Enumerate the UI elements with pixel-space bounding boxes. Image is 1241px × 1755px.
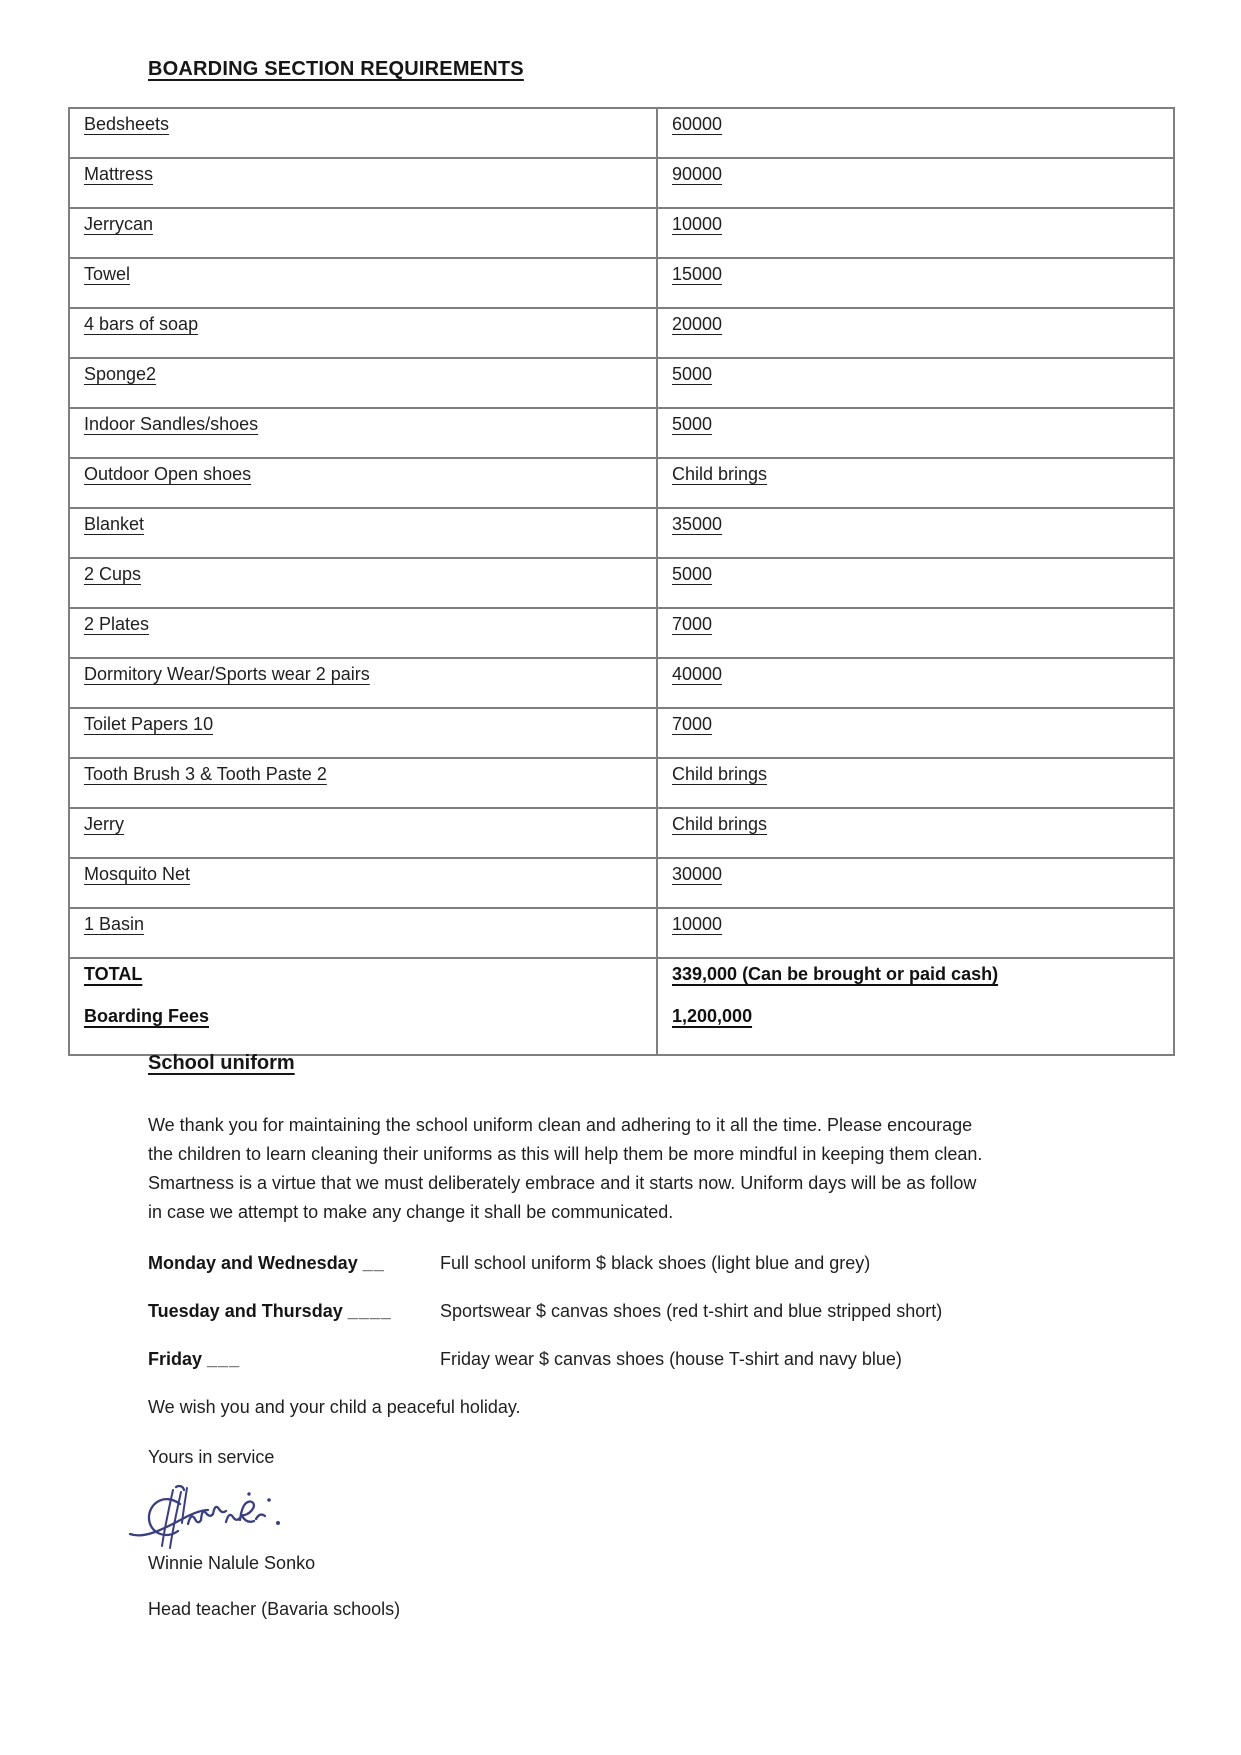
total-label: TOTAL bbox=[84, 964, 143, 984]
day-label: Tuesday and Thursday ____ bbox=[148, 1301, 392, 1321]
blank-underscores: __ bbox=[362, 1253, 385, 1273]
day-label: Friday ___ bbox=[148, 1349, 241, 1369]
item-cell: 4 bars of soap bbox=[69, 308, 657, 358]
uniform-heading: School uniform bbox=[148, 1052, 295, 1074]
table-row bbox=[69, 658, 1174, 708]
value-cell: Child brings bbox=[657, 758, 1174, 808]
day-description: Full school uniform $ black shoes (light blue and grey) bbox=[440, 1253, 871, 1273]
table-row bbox=[69, 358, 1174, 408]
signature-image bbox=[128, 1484, 293, 1550]
value-cell: Child brings bbox=[657, 808, 1174, 858]
table-row bbox=[69, 908, 1174, 958]
blank-underscores: ___ bbox=[207, 1349, 241, 1369]
boarding-fees-value: 1,200,000 bbox=[672, 1006, 753, 1026]
item-cell: Bedsheets bbox=[69, 108, 657, 158]
item-cell: Tooth Brush 3 & Tooth Paste 2 bbox=[69, 758, 657, 808]
table-row bbox=[69, 458, 1174, 508]
table-row bbox=[69, 408, 1174, 458]
value-cell: 7000 bbox=[657, 708, 1174, 758]
table-row bbox=[69, 758, 1174, 808]
table-row bbox=[69, 258, 1174, 308]
uniform-paragraph: We thank you for maintaining the school uniform clean and adhering to it all the time. Please encourage the children to learn cleaning their uniforms as this will help them be more mindful in keeping them clean. Smartness is a virtue that we must deliberately embrace and it starts now. Uniform days will be as follow in case we attempt to make any change it shall be communicated. bbox=[148, 1115, 983, 1222]
value-cell: 7000 bbox=[657, 608, 1174, 658]
item-cell: Toilet Papers 10 bbox=[69, 708, 657, 758]
table-row bbox=[69, 158, 1174, 208]
item-cell: 1 Basin bbox=[69, 908, 657, 958]
item-cell: Jerrycan bbox=[69, 208, 657, 258]
value-cell: Child brings bbox=[657, 458, 1174, 508]
uniform-day-monday bbox=[148, 1252, 993, 1274]
item-cell: 2 Plates bbox=[69, 608, 657, 658]
total-label-cell bbox=[69, 958, 657, 1055]
table-row bbox=[69, 558, 1174, 608]
table-row bbox=[69, 608, 1174, 658]
table-row bbox=[69, 808, 1174, 858]
value-cell: 90000 bbox=[657, 158, 1174, 208]
boarding-fees-label: Boarding Fees bbox=[84, 1006, 210, 1026]
table-row bbox=[69, 508, 1174, 558]
item-cell: Dormitory Wear/Sports wear 2 pairs bbox=[69, 658, 657, 708]
uniform-day-friday bbox=[148, 1348, 993, 1370]
item-cell: Jerry bbox=[69, 808, 657, 858]
total-value: 339,000 (Can be brought or paid cash) bbox=[672, 964, 999, 984]
item-cell: Blanket bbox=[69, 508, 657, 558]
table-row bbox=[69, 108, 1174, 158]
item-cell: Outdoor Open shoes bbox=[69, 458, 657, 508]
value-cell: 5000 bbox=[657, 358, 1174, 408]
signoff-line: Yours in service bbox=[148, 1447, 275, 1467]
signature-title: Head teacher (Bavaria schools) bbox=[148, 1599, 401, 1619]
value-cell: 20000 bbox=[657, 308, 1174, 358]
uniform-day-tuesday bbox=[148, 1300, 993, 1322]
item-cell: Mosquito Net bbox=[69, 858, 657, 908]
handwritten-signature-icon bbox=[128, 1484, 293, 1550]
item-cell: Mattress bbox=[69, 158, 657, 208]
signature-name: Winnie Nalule Sonko bbox=[148, 1553, 316, 1573]
value-cell: 60000 bbox=[657, 108, 1174, 158]
value-cell: 5000 bbox=[657, 408, 1174, 458]
day-description: Sportswear $ canvas shoes (red t-shirt and blue stripped short) bbox=[440, 1301, 943, 1321]
requirements-table-body bbox=[69, 108, 1174, 958]
requirements-table bbox=[68, 107, 1175, 1056]
value-cell: 10000 bbox=[657, 908, 1174, 958]
value-cell: 40000 bbox=[657, 658, 1174, 708]
total-value-cell bbox=[657, 958, 1174, 1055]
closing-line: We wish you and your child a peaceful holiday. bbox=[148, 1397, 521, 1417]
blank-underscores: ____ bbox=[347, 1301, 392, 1321]
item-cell: Sponge2 bbox=[69, 358, 657, 408]
item-cell: Indoor Sandles/shoes bbox=[69, 408, 657, 458]
requirements-table-footer bbox=[69, 958, 1174, 1055]
item-cell: Towel bbox=[69, 258, 657, 308]
day-label: Monday and Wednesday __ bbox=[148, 1253, 385, 1273]
value-cell: 15000 bbox=[657, 258, 1174, 308]
value-cell: 35000 bbox=[657, 508, 1174, 558]
value-cell: 5000 bbox=[657, 558, 1174, 608]
value-cell: 10000 bbox=[657, 208, 1174, 258]
table-row bbox=[69, 708, 1174, 758]
value-cell: 30000 bbox=[657, 858, 1174, 908]
table-row bbox=[69, 208, 1174, 258]
table-row bbox=[69, 308, 1174, 358]
uniform-section bbox=[148, 1052, 993, 1620]
table-row bbox=[69, 858, 1174, 908]
page-title: BOARDING SECTION REQUIREMENTS bbox=[148, 58, 524, 80]
table-total-row bbox=[69, 958, 1174, 1055]
item-cell: 2 Cups bbox=[69, 558, 657, 608]
day-description: Friday wear $ canvas shoes (house T-shirt and navy blue) bbox=[440, 1349, 902, 1369]
